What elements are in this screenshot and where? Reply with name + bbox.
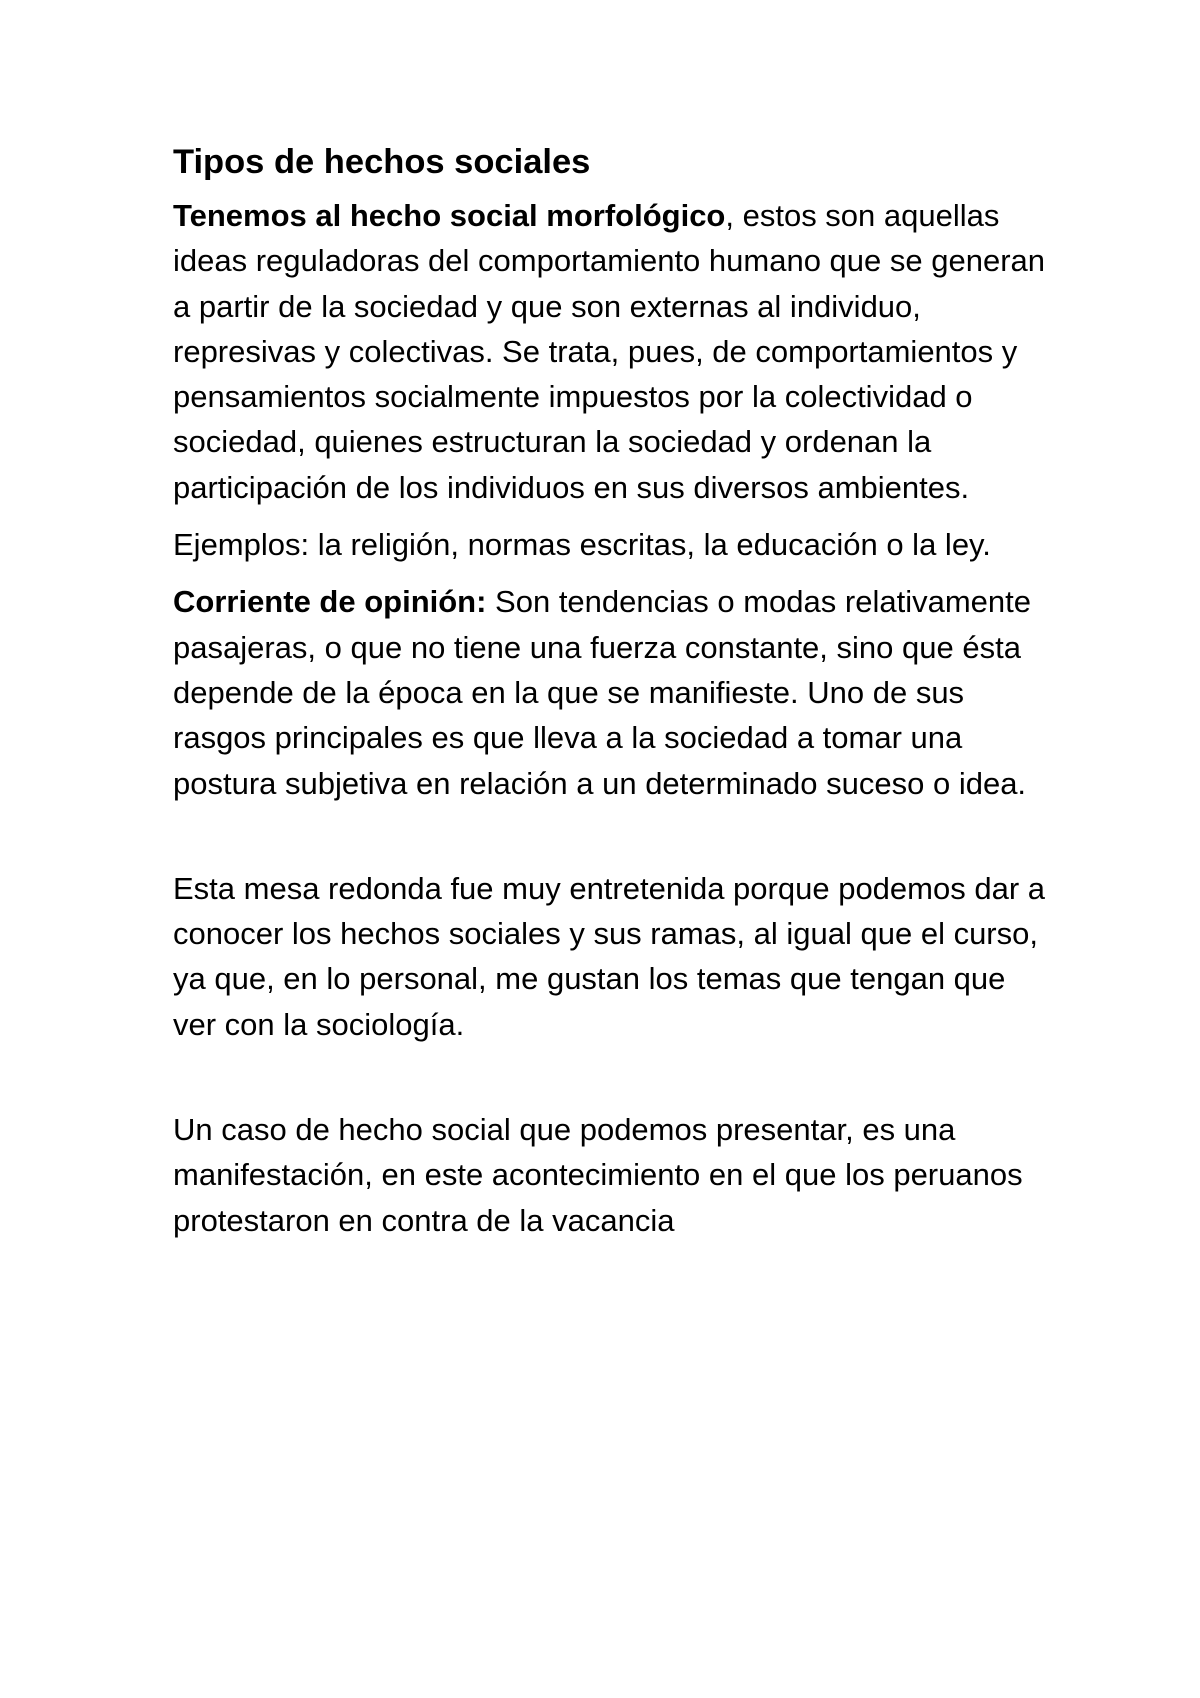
paragraph-lead-bold: Corriente de opinión: [173,584,487,620]
paragraph-lead-bold: Tenemos al hecho social morfológico [173,198,726,233]
paragraph-mesa-redonda [173,866,1053,1047]
paragraph-corriente-de-opinion [173,579,1053,805]
document-title: Tipos de hechos sociales [173,143,591,181]
document-page [173,140,1053,1255]
paragraph-text: Son tendencias o modas relativamente pasajeras, o que no tiene una fuerza constante, sino que ésta depende de la época en la que se manifieste. Uno de sus rasgos principales es que lleva a la sociedad a tomar una postura subjetiva en relación a un determinado suceso o idea. [173,584,1031,801]
paragraph-ejemplos [173,522,1053,567]
paragraph-text: Ejemplos: la religión, normas escritas, la educación o la ley. [173,527,991,563]
paragraph-text: Un caso de hecho social que podemos presentar, es una manifestación, en este acontecimiento en el que los peruanos protestaron en contra de la vacancia [173,1112,1023,1238]
paragraph-text: Esta mesa redonda fue muy entretenida porque podemos dar a conocer los hechos sociales y sus ramas, al igual que el curso, ya que, en lo personal, me gustan los temas que tengan que ver con la sociología. [173,870,1045,1042]
paragraph-caso-hecho-social [173,1107,1053,1243]
paragraph-morfologico [173,193,1053,510]
paragraph-text: , estos son aquellas ideas reguladoras del comportamiento humano que se generan a partir de la sociedad y que son externas al individuo, represivas y colectivas. Se trata, pues, de comportamientos y pensamientos socialmente impuestos por la colectividad o sociedad, quienes estructuran la sociedad y ordenan la participación de los individuos en sus diversos ambientes. [173,198,1046,505]
